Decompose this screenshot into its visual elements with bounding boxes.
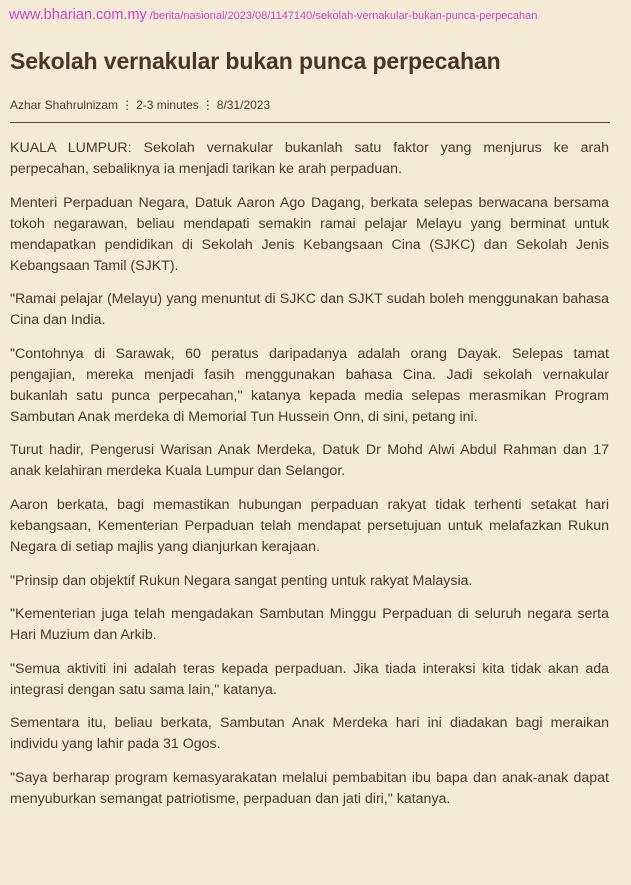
- meta-separator: ⋮: [201, 98, 214, 112]
- article-title: Sekolah vernakular bukan punca perpecahan: [10, 48, 501, 74]
- article-body: [10, 138, 609, 823]
- article-paragraph: "Saya berharap program kemasyarakatan melalui pembabitan ibu bapa dan anak-anak dapat menyuburkan semangat patriotisme, perpaduan dan jati diri," katanya.: [10, 769, 609, 807]
- author-name: Azhar Shahrulnizam: [10, 98, 119, 112]
- article-paragraph: Turut hadir, Pengerusi Warisan Anak Merdeka, Datuk Dr Mohd Alwi Abdul Rahman dan 17 anak kelahiran merdeka Kuala Lumpur dan Selangor.: [10, 442, 609, 480]
- article-meta: [10, 97, 270, 113]
- article-paragraph: "Semua aktiviti ini adalah teras kepada perpaduan. Jika tiada interaksi kita tidak akan ada integrasi dengan satu sama lain," katanya.: [10, 660, 609, 698]
- article-paragraph: "Kementerian juga telah mengadakan Sambutan Minggu Perpaduan di seluruh negara serta Hari Muzium dan Arkib.: [10, 606, 609, 644]
- article-paragraph: KUALA LUMPUR: Sekolah vernakular bukanlah satu faktor yang menjurus ke arah perpecahan, sebaliknya ia menjadi tarikan ke arah perpaduan.: [10, 140, 609, 177]
- source-domain-link[interactable]: www.bharian.com.my: [9, 7, 147, 23]
- read-time: 2-3 minutes: [136, 98, 199, 112]
- article-paragraph: Sementara itu, beliau berkata, Sambutan Anak Merdeka hari ini diadakan bagi meraikan individu yang lahir pada 31 Ogos.: [10, 715, 609, 753]
- source-url[interactable]: [9, 5, 627, 26]
- meta-separator: ⋮: [121, 98, 134, 112]
- publish-date: 8/31/2023: [216, 98, 271, 112]
- article-paragraph: Aaron berkata, bagi memastikan hubungan perpaduan rakyat tidak terhenti setakat hari kebangsaan, Kementerian Perpaduan telah mendapat persetujuan untuk melafazkan Rukun Negara di setiap majlis yang dianjurkan kerajaan.: [10, 496, 609, 555]
- article-paragraph: "Prinsip dan objektif Rukun Negara sangat penting untuk rakyat Malaysia.: [10, 572, 473, 589]
- article-paragraph: "Contohnya di Sarawak, 60 peratus daripadanya adalah orang Dayak. Selepas tamat pengajian, mereka menjadi fasih menggunakan bahasa Cina. Jadi sekolah vernakular bukanlah satu punca perpecahan," katanya kepada media selepas merasmikan Program Sambutan Anak merdeka di Memorial Tun Hussein Onn, di sini, petang ini.: [10, 345, 609, 425]
- header-divider: [10, 122, 610, 123]
- article-paragraph: "Ramai pelajar (Melayu) yang menuntut di SJKC dan SJKT sudah boleh menggunakan bahasa Cina dan India.: [10, 291, 609, 329]
- source-path-link[interactable]: /berita/nasional/2023/08/1147140/sekolah-vernakular-bukan-punca-perpecahan: [149, 10, 538, 22]
- article-paragraph: Menteri Perpaduan Negara, Datuk Aaron Ago Dagang, berkata selepas berwacana bersama tokoh negarawan, beliau mendapati semakin ramai pelajar Melayu yang berminat untuk mendapatkan pendidikan di Sekolah Jenis Kebangsaan Cina (SJKC) dan Sekolah Jenis Kebangsaan Tamil (SJKT).: [10, 194, 609, 274]
